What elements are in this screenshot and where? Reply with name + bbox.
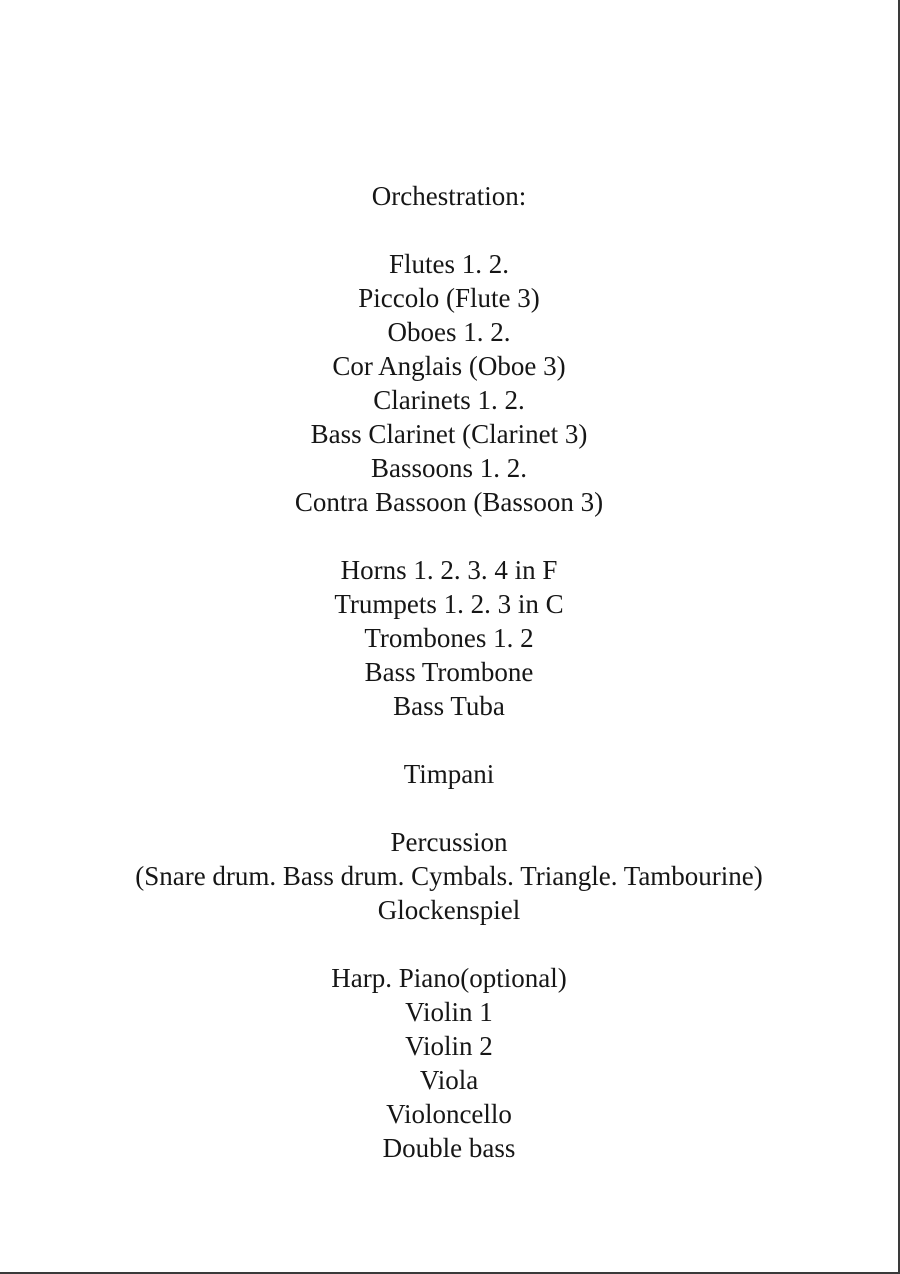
woodwinds-group (0, 247, 898, 519)
instrument-line: Bass Trombone (364, 657, 534, 687)
instrument-line: Violin 2 (405, 1031, 493, 1061)
instrument-line: Horns 1. 2. 3. 4 in F (340, 555, 558, 585)
instrument-line: Violin 1 (405, 997, 493, 1027)
instrument-line: Trombones 1. 2 (364, 623, 534, 653)
heading-group (0, 179, 898, 213)
instrument-line: Violoncello (386, 1099, 512, 1129)
instrument-line: Timpani (403, 759, 495, 789)
instrument-line: Viola (419, 1065, 479, 1095)
instrument-line: Bassoons 1. 2. (370, 453, 527, 483)
instrument-line: Bass Clarinet (Clarinet 3) (310, 419, 588, 449)
strings-group (0, 961, 898, 1165)
instrument-line: Cor Anglais (Oboe 3) (332, 351, 566, 381)
instrument-line: Percussion (390, 827, 508, 857)
instrument-line: Harp. Piano(optional) (331, 963, 567, 993)
instrument-line: Clarinets 1. 2. (373, 385, 525, 415)
instrument-line: Piccolo (Flute 3) (358, 283, 540, 313)
instrument-line: (Snare drum. Bass drum. Cymbals. Triangle. Tambourine) (135, 861, 763, 891)
percussion-group (0, 825, 898, 927)
brass-group (0, 553, 898, 723)
timpani-group (0, 757, 898, 791)
page-title: Orchestration: (371, 181, 527, 211)
instrument-line: Trumpets 1. 2. 3 in C (334, 589, 564, 619)
instrument-line: Glockenspiel (377, 895, 521, 925)
orchestration-list (0, 179, 898, 1165)
instrument-line: Flutes 1. 2. (388, 249, 509, 279)
instrument-line: Double bass (382, 1133, 516, 1163)
instrument-line: Contra Bassoon (Bassoon 3) (294, 487, 604, 517)
instrument-line: Oboes 1. 2. (387, 317, 511, 347)
instrument-line: Bass Tuba (393, 691, 505, 721)
